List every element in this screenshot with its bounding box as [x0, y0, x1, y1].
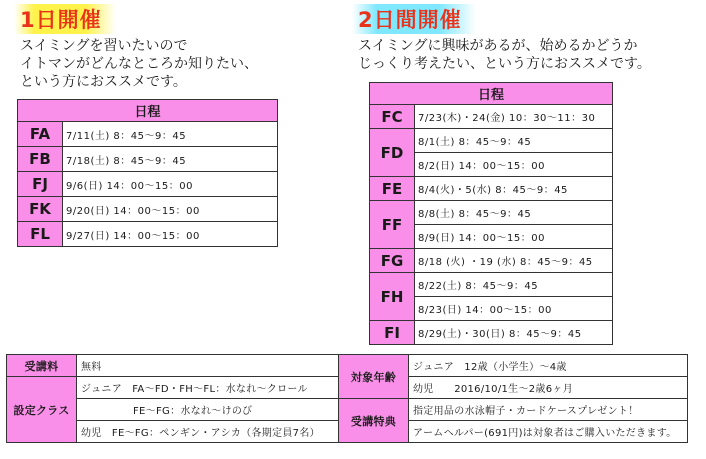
table-row — [370, 201, 613, 225]
table-row — [370, 321, 613, 345]
course-time: 8/9(日) 14：00～15：00 — [415, 225, 613, 249]
course-time: 7/18(土) 8：45～9：45 — [63, 147, 278, 172]
course-code: FA — [18, 122, 63, 147]
table-row — [18, 197, 278, 222]
table-row — [370, 129, 613, 153]
table-row — [18, 147, 278, 172]
schedule-header: 日程 — [370, 83, 613, 105]
two-day-schedule-table — [369, 82, 613, 345]
desc-line: じっくり考えたい、という方におススメです。 — [358, 56, 651, 72]
one-day-schedule-table — [17, 99, 278, 247]
course-time: 7/11(土) 8：45～9：45 — [63, 122, 278, 147]
table-row — [370, 177, 613, 201]
course-code: FL — [18, 222, 63, 247]
course-time: 8/29(土)・30(日) 8：45～9：45 — [415, 321, 613, 345]
course-info-table — [6, 354, 688, 443]
table-row — [18, 122, 278, 147]
course-time: 8/2(日) 14：00～15：00 — [415, 153, 613, 177]
perk-helper: アームヘルパー(691円)は対象者はご購入いただきます。 — [409, 421, 688, 443]
course-code: FG — [370, 249, 415, 273]
perk-gift: 指定用品の水泳帽子・カードケースプレゼント！ — [409, 399, 688, 421]
course-time: 9/6(日) 14：00～15：00 — [63, 172, 278, 197]
course-time: 9/20(日) 14：00～15：00 — [63, 197, 278, 222]
course-code: FI — [370, 321, 415, 345]
course-time: 7/23(木)・24(金) 10：30～11：30 — [415, 105, 613, 129]
course-time: 8/4(火)・5(水) 8：45～9：45 — [415, 177, 613, 201]
two-day-description — [358, 37, 651, 73]
perk-label: 受講特典 — [339, 399, 409, 443]
age-label: 対象年齢 — [339, 355, 409, 399]
age-junior: ジュニア 12歳（小学生）～4歳 — [409, 355, 688, 377]
course-code: FF — [370, 201, 415, 249]
course-time: 8/1(土) 8：45～9：45 — [415, 129, 613, 153]
class-junior: ジュニア FA～FD・FH～FL：水なれ～クロール — [77, 377, 339, 399]
course-code: FK — [18, 197, 63, 222]
age-infant: 幼児 2016/10/1生～2歳6ヶ月 — [409, 377, 688, 399]
schedule-header: 日程 — [18, 100, 278, 122]
desc-line: スイミングを習いたいので — [20, 38, 188, 54]
class-label: 設定クラス — [7, 377, 77, 443]
desc-line: イトマンがどんなところか知りたい、 — [20, 56, 258, 72]
class-infant: 幼児 FE～FG：ペンギン・アシカ（各期定員7名） — [77, 421, 339, 443]
table-row — [18, 222, 278, 247]
table-row — [370, 249, 613, 273]
course-time: 8/23(日) 14：00～15：00 — [415, 297, 613, 321]
course-code: FE — [370, 177, 415, 201]
course-code: FH — [370, 273, 415, 321]
table-row — [370, 105, 613, 129]
course-code: FJ — [18, 172, 63, 197]
one-day-description — [20, 37, 258, 91]
fee-label: 受講料 — [7, 355, 77, 377]
two-day-title: 2日間開催 — [352, 4, 476, 34]
course-time: 8/22(土) 8：45～9：45 — [415, 273, 613, 297]
class-junior-sub: FE～FG：水なれ～けのび — [77, 399, 339, 421]
fee-value: 無料 — [77, 355, 339, 377]
course-time: 9/27(日) 14：00～15：00 — [63, 222, 278, 247]
desc-line: スイミングに興味があるが、始めるかどうか — [358, 38, 638, 54]
desc-line: という方におススメです。 — [20, 74, 187, 90]
course-time: 8/8(土) 8：45～9：45 — [415, 201, 613, 225]
course-code: FC — [370, 105, 415, 129]
table-row — [18, 172, 278, 197]
one-day-title: 1日開催 — [14, 4, 116, 34]
course-code: FB — [18, 147, 63, 172]
course-time: 8/18 (火) ・19 (水) 8：45～9：45 — [415, 249, 613, 273]
course-code: FD — [370, 129, 415, 177]
table-row — [370, 273, 613, 297]
